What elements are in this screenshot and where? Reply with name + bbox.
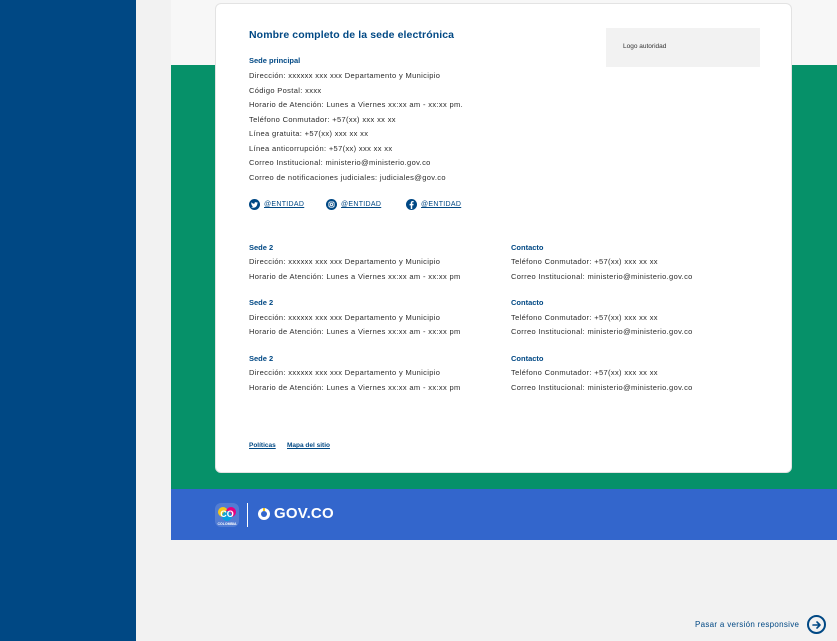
logo-divider	[247, 503, 248, 527]
instagram-handle[interactable]: @ENTIDAD	[341, 201, 382, 208]
branch-contact-email: Correo Institucional: ministerio@ministerio.gov.co	[511, 272, 693, 281]
svg-text:COLOMBIA: COLOMBIA	[217, 522, 237, 526]
branch-contact-phone: Teléfono Conmutador: +57(xx) xxx xx xx	[511, 368, 658, 377]
branch-contact-heading: Contacto	[511, 243, 544, 252]
branch-contact-email: Correo Institucional: ministerio@ministerio.gov.co	[511, 327, 693, 336]
svg-text:CO: CO	[220, 509, 234, 519]
branch-address: Dirección: xxxxxx xxx xxx Departamento y Municipio	[249, 257, 441, 266]
main-office-judicial-email: Correo de notificaciones judiciales: judiciales@gov.co	[249, 172, 446, 182]
branch-contact-heading: Contacto	[511, 354, 544, 363]
social-facebook[interactable]	[406, 199, 461, 210]
logo-placeholder-label: Logo autoridad	[623, 43, 667, 50]
gov-co-bar	[171, 489, 837, 540]
instagram-icon	[326, 199, 337, 210]
branch-hours: Horario de Atención: Lunes a Viernes xx:xx am - xx:xx pm	[249, 327, 461, 336]
branch-heading: Sede 2	[249, 243, 274, 252]
branch-heading: Sede 2	[249, 298, 274, 307]
authority-logo-placeholder	[606, 28, 760, 67]
main-office-heading: Sede principal	[249, 56, 301, 65]
sitemap-link[interactable]: Mapa del sitio	[287, 442, 330, 449]
twitter-handle[interactable]: @ENTIDAD	[264, 201, 305, 208]
gov-co-text: GOV.CO	[274, 505, 334, 522]
main-office-hours: Horario de Atención: Lunes a Viernes xx:xx am - xx:xx pm.	[249, 100, 464, 109]
facebook-icon	[406, 199, 417, 210]
main-office-free-line: Línea gratuita: +57(xx) xxx xx xx	[249, 129, 369, 138]
colombia-co-logo[interactable]	[215, 503, 239, 527]
arrow-right-circle-icon[interactable]	[807, 615, 826, 634]
policies-link[interactable]: Políticas	[249, 442, 276, 449]
branch-contact-phone: Teléfono Conmutador: +57(xx) xxx xx xx	[511, 313, 658, 322]
responsive-label[interactable]: Pasar a versión responsive	[695, 620, 800, 629]
gov-co-emblem-icon	[257, 507, 271, 521]
branch-contact-email: Correo Institucional: ministerio@ministerio.gov.co	[511, 383, 693, 392]
main-office-postal: Código Postal: xxxx	[249, 85, 322, 95]
branch-hours: Horario de Atención: Lunes a Viernes xx:xx am - xx:xx pm	[249, 383, 461, 392]
branch-hours: Horario de Atención: Lunes a Viernes xx:xx am - xx:xx pm	[249, 272, 461, 281]
twitter-icon	[249, 199, 260, 210]
gov-co-logo[interactable]	[257, 505, 334, 522]
social-twitter[interactable]	[249, 199, 304, 210]
branch-address: Dirección: xxxxxx xxx xxx Departamento y Municipio	[249, 313, 441, 322]
main-office-phone: Teléfono Conmutador: +57(xx) xxx xx xx	[249, 114, 396, 124]
main-office-anticorruption: Línea anticorrupción: +57(xx) xxx xx xx	[249, 143, 393, 153]
main-office-email: Correo Institucional: ministerio@ministerio.gov.co	[249, 158, 431, 167]
facebook-handle[interactable]: @ENTIDAD	[421, 201, 462, 208]
branch-address: Dirección: xxxxxx xxx xxx Departamento y Municipio	[249, 368, 441, 377]
branch-contact-heading: Contacto	[511, 298, 544, 307]
responsive-toggle[interactable]	[695, 615, 826, 634]
site-title: Nombre completo de la sede electrónica	[249, 29, 455, 41]
branch-heading: Sede 2	[249, 354, 274, 363]
main-office-address: Dirección: xxxxxx xxx xxx Departamento y Municipio	[249, 71, 441, 80]
branch-contact-phone: Teléfono Conmutador: +57(xx) xxx xx xx	[511, 257, 658, 266]
social-instagram[interactable]	[326, 199, 381, 210]
left-sidebar	[0, 0, 136, 641]
footer-card	[215, 3, 792, 473]
